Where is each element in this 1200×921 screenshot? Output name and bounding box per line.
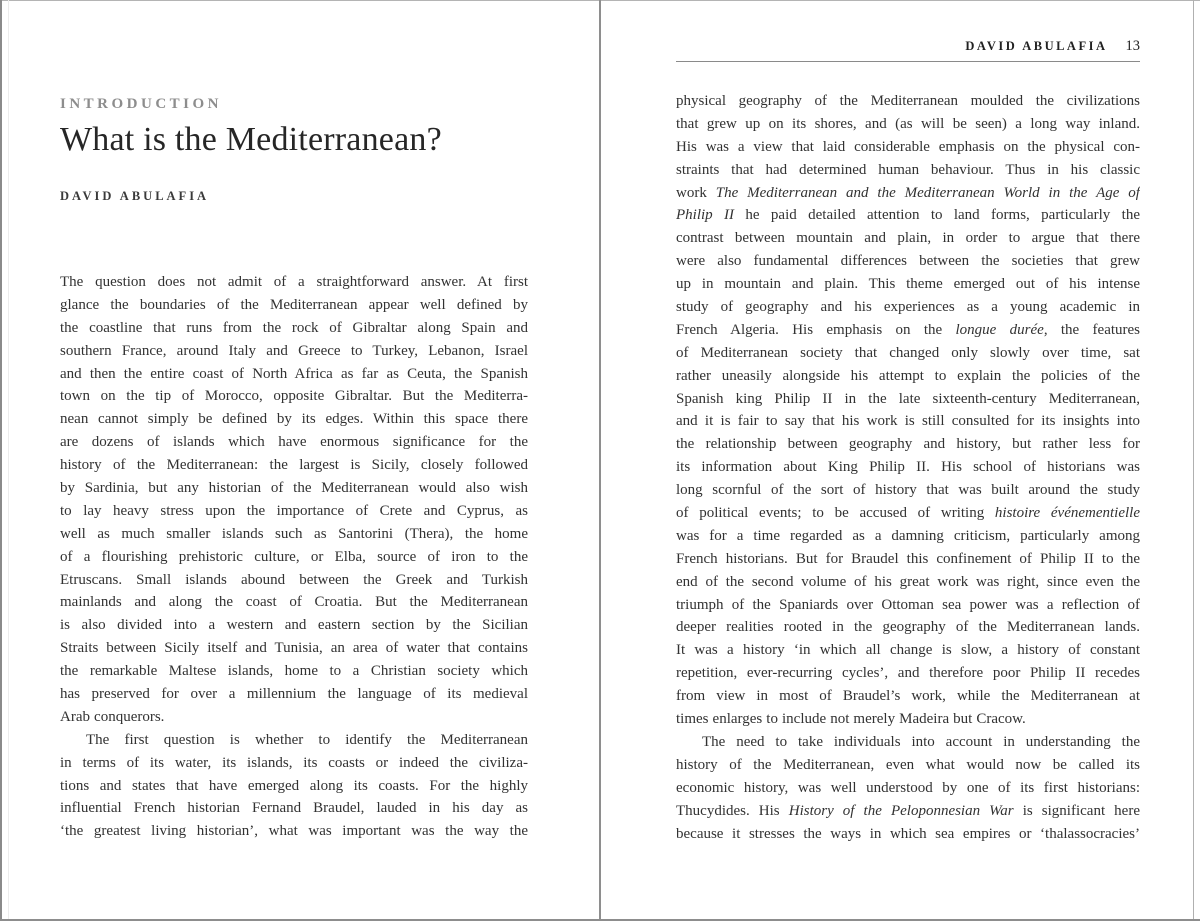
text-line: of political events; to be accused of writing histoire événementielle (676, 505, 1140, 522)
text-line: to lay heavy stress upon the importance of Crete and Cyprus, as (60, 502, 528, 519)
text-line: triumph of the Spaniards over Ottoman sea power was a reflection of (676, 596, 1140, 613)
text-line: mainlands and along the coast of Croatia. But the Mediterranean (60, 594, 528, 611)
text-line: The need to take individuals into account in understanding the (702, 733, 1140, 750)
text-line: Arab conquerors. (60, 708, 165, 725)
text-line: end of the second volume of his great work was right, since even the (676, 573, 1140, 590)
page-edge-left-inner (8, 0, 9, 921)
text-line: Straits between Sicily itself and Tunisia, an area of water that contains (60, 640, 528, 657)
text-line: work The Mediterranean and the Mediterranean World in the Age of (676, 184, 1140, 201)
text-line: and then the entire coast of North Africa as far as Ceuta, the Spanish (60, 365, 528, 382)
text-line: Philip II he paid detailed attention to land forms, particularly the (676, 207, 1140, 224)
text-line: southern France, around Italy and Greece to Turkey, Lebanon, Israel (60, 342, 528, 359)
right-page-body (676, 90, 1140, 845)
text-line: study of geography and his experiences as a young academic in (676, 299, 1140, 316)
running-head-rule (676, 61, 1140, 62)
text-line: deeper realities rooted in the geography of the Mediterranean lands. (676, 619, 1140, 636)
text-line: times enlarges to include not merely Madeira but Cracow. (676, 711, 1026, 728)
text-line: in terms of its water, its islands, its coasts or indeed the civiliza- (60, 754, 528, 771)
text-line: history of the Mediterranean: the largest is Sicily, closely followed (60, 457, 528, 474)
text-line: It was a history ‘in which all change is slow, a history of constant (676, 642, 1140, 659)
text-line: rather uneasily alongside his attempt to explain the policies of the (676, 367, 1140, 384)
text-line: The first question is whether to identify the Mediterranean (86, 731, 528, 748)
text-line: straints that had determined human behaviour. Thus in his classic (676, 161, 1140, 178)
text-line: repetition, ever-recurring cycles’, and therefore poor Philip II recedes (676, 665, 1140, 682)
text-line: town on the tip of Morocco, opposite Gibraltar. But the Mediterra- (60, 388, 528, 405)
right-page (676, 0, 1140, 921)
text-line: of Mediterranean society that changed only slowly over time, sat (676, 344, 1140, 361)
text-line: tions and states that have emerged along its coasts. For the highly (60, 777, 528, 794)
text-line: His was a view that laid considerable emphasis on the physical con- (676, 138, 1140, 155)
text-line: French historians. But for Braudel this confinement of Philip II to the (676, 550, 1140, 567)
page-gutter-line (599, 0, 601, 921)
text-line: is also divided into a western and eastern section by the Sicilian (60, 617, 528, 634)
text-line: because it stresses the ways in which sea empires or ‘thalassocracies’ (676, 825, 1140, 842)
text-line: by Sardinia, but any historian of the Mediterranean would also wish (60, 480, 528, 497)
text-line: The question does not admit of a straightforward answer. At first (60, 274, 528, 290)
text-line: well as much smaller islands such as Santorini (Thera), the home (60, 525, 528, 542)
text-line: Etruscans. Small islands abound between the Greek and Turkish (60, 571, 528, 588)
text-line: contrast between mountain and plain, in order to argue that there (676, 230, 1140, 247)
text-line: history of the Mediterranean, even what would now be called its (676, 756, 1140, 773)
text-line: its information about King Philip II. His school of historians was (676, 459, 1140, 476)
text-line: Thucydides. His History of the Peloponnesian War is significant here (676, 802, 1140, 819)
text-line: economic history, was well understood by one of its first historians: (676, 779, 1140, 796)
chapter-title: What is the Mediterranean? (60, 121, 442, 158)
text-line: the coastline that runs from the rock of Gibraltar along Spain and (60, 319, 528, 336)
text-line: nean cannot simply be defined by its edges. Within this space there (60, 411, 528, 428)
section-kicker: INTRODUCTION (60, 96, 223, 112)
text-line: the remarkable Maltese islands, home to a Christian society which (60, 663, 528, 680)
text-line: were also fundamental differences between the societies that grew (676, 253, 1140, 270)
page-number: 13 (1125, 38, 1140, 54)
running-head-author: DAVID ABULAFIA (965, 39, 1108, 53)
text-line: physical geography of the Mediterranean moulded the civilizations (676, 93, 1140, 109)
text-line: French Algeria. His emphasis on the longue durée, the features (676, 321, 1140, 338)
text-line: long scornful of the sort of history that was built around the study (676, 482, 1140, 499)
text-line: glance the boundaries of the Mediterranean appear well defined by (60, 296, 528, 313)
page-edge-left (0, 0, 2, 921)
text-line: that grew up on its shores, and (as will be seen) a long way inland. (676, 115, 1140, 132)
left-page-body (60, 271, 528, 843)
text-line: and it is fair to say that his work is still consulted for its insights into (676, 413, 1140, 430)
text-line: has preserved for over a millennium the language of its medieval (60, 686, 528, 703)
text-line: of a flourishing prehistoric culture, or Elba, source of iron to the (60, 548, 528, 565)
text-line: was for a time regarded as a damning criticism, particularly among (676, 527, 1140, 544)
running-head (965, 38, 1140, 55)
text-line: are dozens of islands which have enormous significance for the (60, 434, 528, 451)
left-page (60, 0, 528, 921)
page-edge-right (1193, 0, 1194, 921)
text-line: ‘the greatest living historian’, what was important was the way the (60, 823, 528, 840)
text-line: from view in most of Braudel’s work, while the Mediterranean at (676, 688, 1140, 705)
text-line: influential French historian Fernand Braudel, lauded in his day as (60, 800, 528, 817)
author-name: DAVID ABULAFIA (60, 189, 210, 203)
text-line: Spanish king Philip II in the late sixteenth-century Mediterranean, (676, 390, 1140, 407)
text-line: up in mountain and plain. This theme emerged out of his intense (676, 276, 1140, 293)
text-line: the relationship between geography and history, but rather less for (676, 436, 1140, 453)
